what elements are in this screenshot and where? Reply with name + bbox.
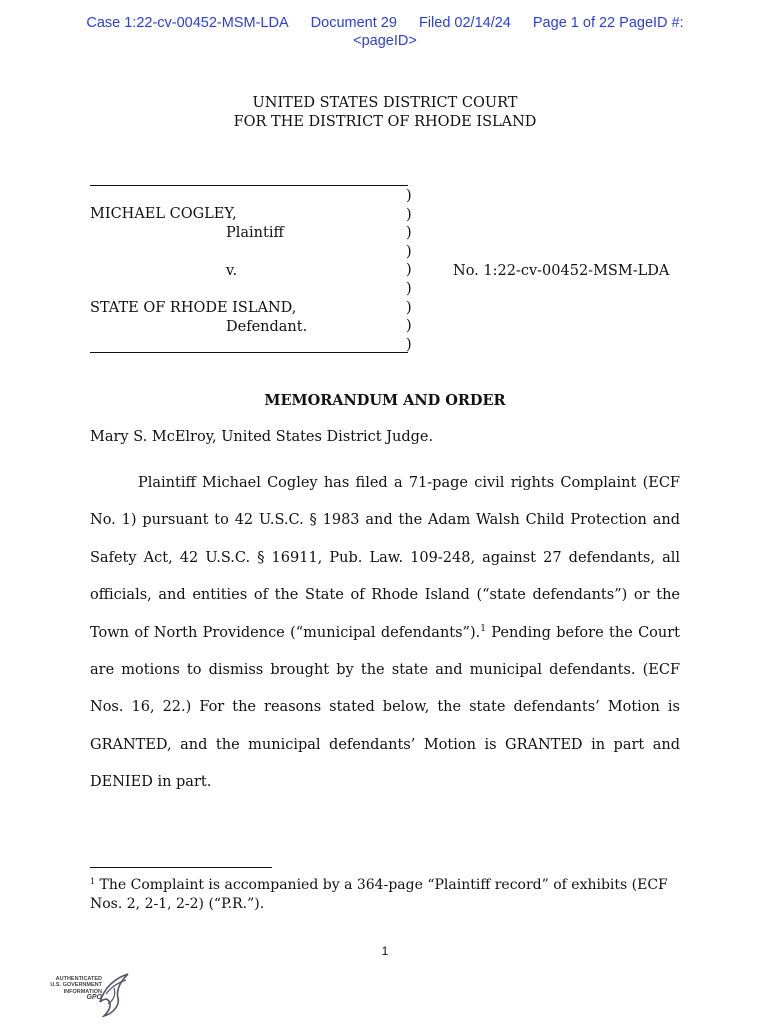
court-line-2: FOR THE DISTRICT OF RHODE ISLAND (233, 113, 537, 130)
caption-paren: ) (406, 280, 412, 297)
case-header (0, 14, 770, 50)
caption-bottom-rule (90, 352, 408, 353)
plaintiff-name: MICHAEL COGLEY, (90, 206, 237, 222)
page-info: Page 1 of 22 PageID #: (532, 15, 684, 31)
case-docket-number: No. 1:22-cv-00452-MSM-LDA (453, 263, 670, 279)
page-id: <pageID> (353, 33, 417, 49)
caption-paren: ) (406, 243, 412, 260)
gpo-line-4: GPO (86, 994, 102, 1002)
footnote-reference[interactable]: 1 (480, 623, 486, 634)
gpo-line-1: AUTHENTICATED (55, 976, 102, 982)
court-line-1: UNITED STATES DISTRICT COURT (252, 95, 518, 111)
caption-paren: ) (406, 262, 412, 279)
defendant-role: Defendant. (226, 319, 308, 335)
plaintiff-role: Plaintiff (226, 225, 284, 241)
footnote-marker: 1 (90, 877, 96, 886)
caption-paren: ) (406, 318, 412, 335)
case-number: Case 1:22-cv-00452-MSM-LDA (86, 15, 289, 31)
defendant-name: STATE OF RHODE ISLAND, (90, 300, 297, 316)
gpo-line-2: U.S. GOVERNMENT (50, 982, 102, 989)
eagle-icon (96, 972, 132, 1018)
caption-paren: ) (406, 188, 412, 204)
body-text-before-footnote: Plaintiff Michael Cogley has filed a 71-page civil rights Complaint (ECF No. 1) pursuant to 42 U.S.C. § 1983 and the Adam Walsh Child Protection and Safety Act, 42 U.S.C. § 16911, Pub. Law. 109-248, against 27 defendants, all officials, and entities of the State of Rhode Island (“state defendants”) or the Town of North Providence (“municipal defendants”). (90, 475, 680, 641)
document-number: Document 29 (310, 15, 397, 31)
gpo-line-3: INFORMATION (63, 988, 102, 995)
filed-date: Filed 02/14/24 (418, 15, 511, 31)
document-title: MEMORANDUM AND ORDER (264, 392, 506, 409)
caption-paren: ) (406, 206, 412, 223)
footnote-rule (90, 867, 272, 868)
caption-top-rule (90, 185, 408, 186)
caption-paren: ) (406, 225, 412, 242)
judge-line: Mary S. McElroy, United States District Judge. (90, 429, 434, 445)
caption-paren: ) (406, 336, 412, 353)
footnote (90, 876, 682, 914)
page-number: 1 (381, 944, 389, 958)
versus: v. (226, 263, 238, 279)
body-paragraph (90, 465, 680, 802)
court-heading (0, 94, 770, 131)
body-text-after-footnote: Pending before the Court are motions to dismiss brought by the state and municipal defendants. (ECF Nos. 16, 22.) For the reasons stated below, the state defendants’ Motion is GRANTED, and the municipal defendants’ Motion is GRANTED in part and DENIED in part. (90, 624, 680, 791)
caption-parentheses (406, 187, 412, 354)
caption-paren: ) (406, 299, 412, 316)
gpo-authentication-logo (40, 972, 135, 1020)
footnote-text: The Complaint is accompanied by a 364-page “Plaintiff record” of exhibits (ECF Nos. 2, 2-1, 2-2) (“P.R.”). (90, 877, 668, 912)
